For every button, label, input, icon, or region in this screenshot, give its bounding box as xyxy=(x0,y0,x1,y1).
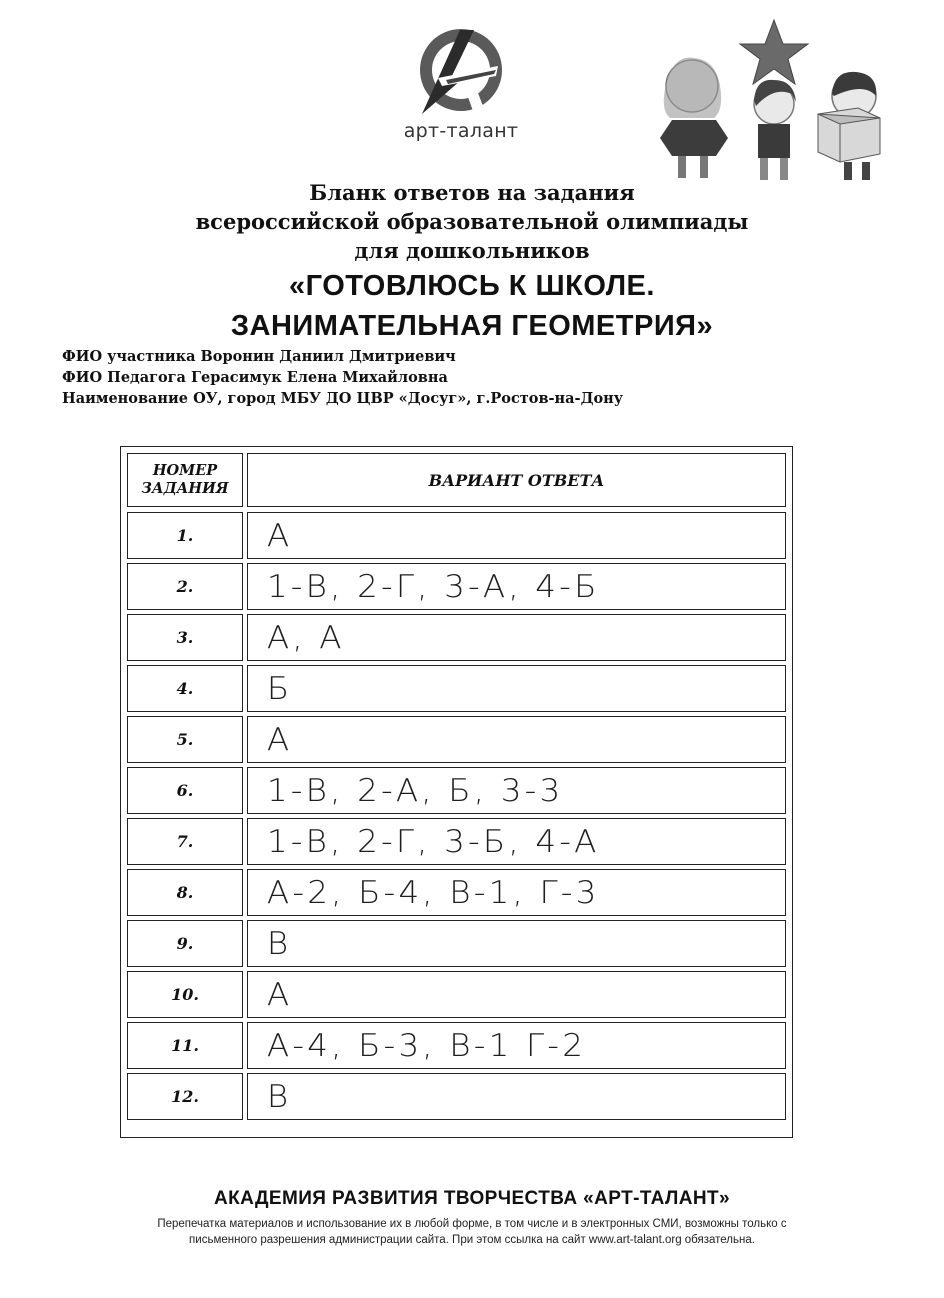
task-number: 12. xyxy=(127,1073,243,1120)
header-num-line-1: НОМЕР xyxy=(152,462,218,479)
olympiad-name-line-1: «ГОТОВЛЮСЬ К ШКОЛЕ. xyxy=(289,270,655,302)
participant-info xyxy=(62,346,623,409)
table-row xyxy=(127,665,786,712)
logo xyxy=(400,22,522,142)
table-row xyxy=(127,971,786,1018)
footer xyxy=(0,1188,944,1248)
task-number: 3. xyxy=(127,614,243,661)
answer-cell xyxy=(247,512,786,559)
task-number: 2. xyxy=(127,563,243,610)
table-row xyxy=(127,614,786,661)
answer-cell xyxy=(247,869,786,916)
header-task-number xyxy=(127,453,243,507)
handwritten-answer: А xyxy=(266,517,293,554)
footer-note xyxy=(0,1216,944,1248)
answer-table xyxy=(120,446,793,1138)
table-row xyxy=(127,563,786,610)
task-number: 8. xyxy=(127,869,243,916)
footer-title: АКАДЕМИЯ РАЗВИТИЯ ТВОРЧЕСТВА «АРТ-ТАЛАНТ» xyxy=(214,1188,730,1209)
handwritten-answer: А-2, Б-4, В-1, Г-3 xyxy=(266,874,600,911)
table-row xyxy=(127,512,786,559)
handwritten-answer: В xyxy=(266,1078,292,1115)
olympiad-name-line-2: ЗАНИМАТЕЛЬНАЯ ГЕОМЕТРИЯ» xyxy=(230,310,714,342)
answer-cell xyxy=(247,1073,786,1120)
handwritten-answer: А, А xyxy=(266,619,345,656)
title-line-2: всероссийской образовательной олимпиады xyxy=(195,209,749,234)
handwritten-answer: 1-В, 2-Г, 3-Б, 4-А xyxy=(266,823,600,860)
table-header xyxy=(127,453,786,507)
answer-cell xyxy=(247,818,786,865)
table-row xyxy=(127,818,786,865)
answer-cell xyxy=(247,614,786,661)
table-row xyxy=(127,1073,786,1120)
task-number: 1. xyxy=(127,512,243,559)
answer-cell xyxy=(247,920,786,967)
task-number: 10. xyxy=(127,971,243,1018)
logo-text: арт-талант xyxy=(403,120,519,142)
art-talant-logo-icon xyxy=(416,22,506,118)
table-row xyxy=(127,869,786,916)
handwritten-answer: А xyxy=(266,721,293,758)
handwritten-answer: 1-В, 2-Г, 3-А, 4-Б xyxy=(266,568,600,605)
answer-cell xyxy=(247,971,786,1018)
handwritten-answer: 1-В, 2-А, Б, 3-3 xyxy=(266,772,564,809)
table-row xyxy=(127,716,786,763)
task-number: 4. xyxy=(127,665,243,712)
participant-name: ФИО участника Воронин Даниил Дмитриевич xyxy=(62,348,456,365)
title-line-1: Бланк ответов на задания xyxy=(309,180,635,205)
table-row xyxy=(127,920,786,967)
table-row xyxy=(127,1022,786,1069)
answer-grid xyxy=(127,453,786,1124)
task-number: 6. xyxy=(127,767,243,814)
title-block xyxy=(0,178,944,345)
header-num-line-2: ЗАДАНИЯ xyxy=(141,480,229,497)
task-number: 5. xyxy=(127,716,243,763)
children-with-shapes-illustration-icon xyxy=(644,14,904,186)
task-number: 9. xyxy=(127,920,243,967)
answer-cell xyxy=(247,563,786,610)
task-number: 7. xyxy=(127,818,243,865)
answer-cell xyxy=(247,665,786,712)
footer-note-line-1: Перепечатка материалов и использование их в любой форме, в том числе и в электронных СМИ, возможны только с xyxy=(157,1218,787,1230)
title-line-3: для дошкольников xyxy=(354,238,590,263)
school-name: Наименование ОУ, город МБУ ДО ЦВР «Досуг», г.Ростов-на-Дону xyxy=(62,390,624,407)
handwritten-answer: А xyxy=(266,976,293,1013)
handwritten-answer: А-4, Б-3, В-1 Г-2 xyxy=(266,1027,587,1064)
teacher-name: ФИО Педагога Герасимук Елена Михайловна xyxy=(62,369,448,386)
answer-cell xyxy=(247,1022,786,1069)
task-number: 11. xyxy=(127,1022,243,1069)
handwritten-answer: Б xyxy=(266,670,293,707)
header-answer: ВАРИАНТ ОТВЕТА xyxy=(247,453,786,507)
answer-cell xyxy=(247,716,786,763)
handwritten-answer: В xyxy=(266,925,292,962)
table-row xyxy=(127,767,786,814)
answer-cell xyxy=(247,767,786,814)
footer-note-line-2: письменного разрешения администрации сайта. При этом ссылка на сайт www.art-talant.org обязательна. xyxy=(189,1234,755,1246)
